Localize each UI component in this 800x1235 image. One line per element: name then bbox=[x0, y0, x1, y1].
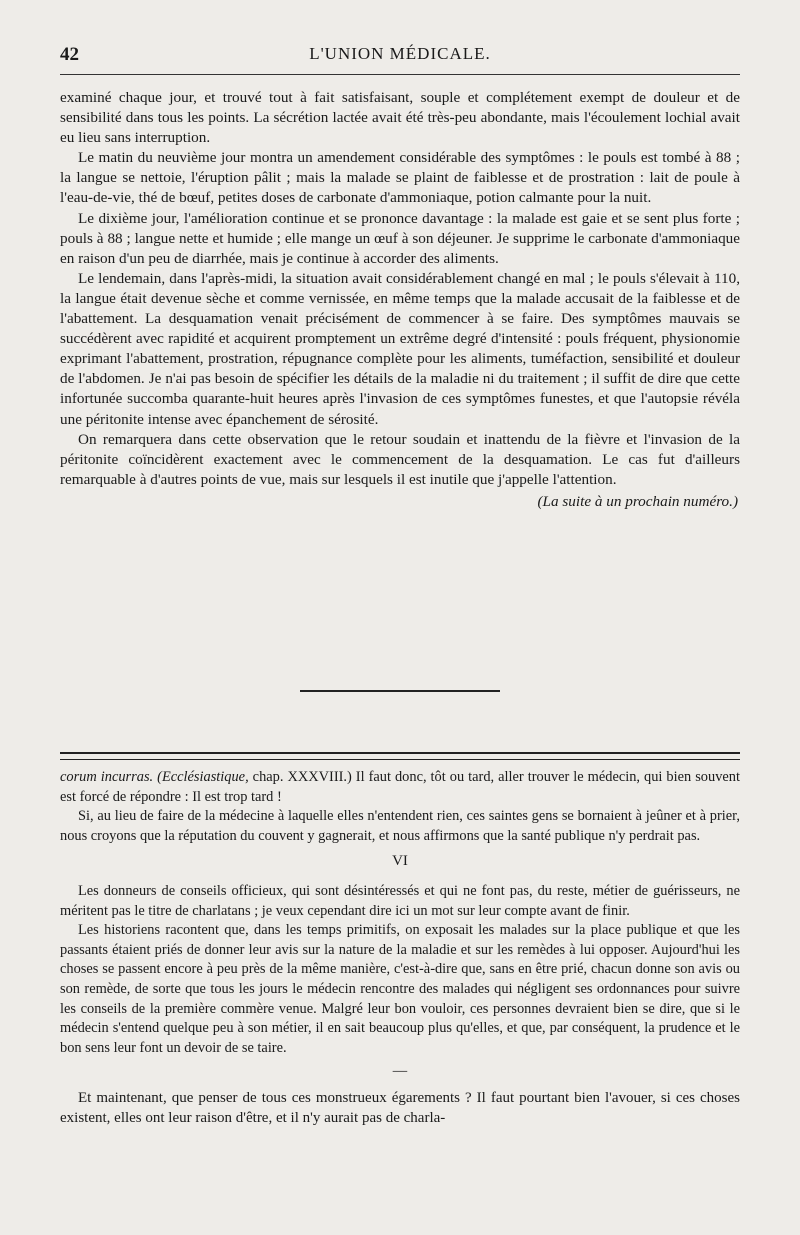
running-title: L'UNION MÉDICALE. bbox=[309, 44, 491, 63]
citation-italic: corum incurras. (Ecclésiastique, bbox=[60, 769, 249, 785]
page-number: 42 bbox=[60, 44, 79, 65]
header-rule bbox=[60, 74, 740, 75]
citation-rest: chap. XXXVIII.) Il faut donc, tôt ou tard, aller trouver le médecin, qui bien souvent est forcé de répondre : Il est trop tard ! bbox=[60, 769, 740, 805]
article-end-rule bbox=[300, 690, 500, 692]
article-body bbox=[60, 88, 740, 512]
feuilleton-paragraph bbox=[60, 768, 740, 807]
section-dash: — bbox=[392, 1063, 408, 1080]
feuilleton-separator bbox=[60, 752, 740, 760]
article-paragraph: Le matin du neuvième jour montra un amendement considérable des symptômes : le pouls est tombé à 88 ; la langue se nettoie, l'éruption pâlit ; mais la malade se plaint de faiblesse et de prostration : lait de poule à l'eau-de-vie, thé de bœuf, petites doses de carbonate d'ammoniaque, potion calmante pour la nuit. bbox=[60, 149, 740, 207]
article-paragraph: Le dixième jour, l'amélioration continue et se prononce davantage : la malade est gaie et se sent plus forte ; pouls à 88 ; langue nette et humide ; elle mange un œuf à son déjeuner. Je supprime le carbonate d'ammoniaque en raison d'un peu de diarrhée, mais je continue à accorder des aliments. bbox=[60, 209, 740, 267]
feuilleton-paragraph: Les donneurs de conseils officieux, qui sont désintéressés et qui ne font pas, du reste, métier de guérisseurs, ne méritent pas le titre de charlatans ; je veux cependant dire ici un mot sur leur compte avant de finir. bbox=[60, 882, 740, 919]
feuilleton-body bbox=[60, 768, 740, 1128]
article-paragraph: examiné chaque jour, et trouvé tout à fait satisfaisant, souple et complétement exempt de douleur et de sensibilité dans tous les points. La sécrétion lactée avait été très-peu abondante, mais l'écoulement lochial avait eu lieu sans interruption. bbox=[60, 89, 740, 147]
feuilleton-paragraph: Si, au lieu de faire de la médecine à laquelle elles n'entendent rien, ces saintes gens se bornaient à jeûner et à prier, nous croyons que la réputation du couvent y gagnerait, et nous affirmons que la santé publique n'y perdrait pas. bbox=[60, 808, 740, 844]
section-number: VI bbox=[392, 853, 408, 870]
feuilleton-paragraph: Et maintenant, que penser de tous ces monstrueux égarements ? Il faut pourtant bien l'avouer, si ces choses existent, elles ont leur raison d'être, et il n'y aurait pas de charla- bbox=[60, 1089, 740, 1126]
feuilleton-paragraph: Les historiens racontent que, dans les temps primitifs, on exposait les malades sur la place publique et que les passants étaient priés de donner leur avis sur la nature de la maladie et sur les remèdes à lui opposer. Aujourd'hui les choses se passent encore à peu près de la même manière, c'est-à-dire que, sans en être prié, chacun donne son avis ou son remède, de sorte que tous les jours le médecin rencontre des malades qui négligent ses ordonnances pour suivre les conseils de la première commère venue. Malgré leur bon vouloir, ces personnes devraient bien se dire, que si le médecin s'entend quelque peu à son métier, il en sait beaucoup plus qu'elles, et que, par conséquent, la prudence et le bon sens leur font un devoir de se taire. bbox=[60, 922, 740, 1056]
article-paragraph: On remarquera dans cette observation que le retour soudain et inattendu de la fièvre et l'invasion de la péritonite coïncidèrent exactement avec le commencement de la desquamation. Le cas fut d'ailleurs remarquable à d'autres points de vue, mais sur lesquels il est inutile que j'appelle l'attention. bbox=[60, 430, 740, 488]
continuation-note: (La suite à un prochain numéro.) bbox=[537, 492, 738, 510]
page-header bbox=[60, 44, 740, 70]
article-paragraph: Le lendemain, dans l'après-midi, la situation avait considérablement changé en mal ; le pouls s'élevait à 110, la langue était devenue sèche et comme vernissée, en même temps que la malade accusait de la faiblesse et de l'abattement. La desquamation venait précisément de commencer à se faire. Des symptômes mauvais se succédèrent avec rapidité et acquirent promptement un extrême degré d'intensité : pouls fréquent, physionomie exprimant l'abattement, prostration, répugnance complète pour les aliments, tuméfaction, sensibilité et douleur de l'abdomen. Je n'ai pas besoin de spécifier les détails de la maladie ni du traitement ; il suffit de dire que cette infortunée succomba quarante-huit heures après l'invasion de ces symptômes funestes, et que l'autopsie révéla une péritonite intense avec épanchement de sérosité. bbox=[60, 269, 740, 428]
